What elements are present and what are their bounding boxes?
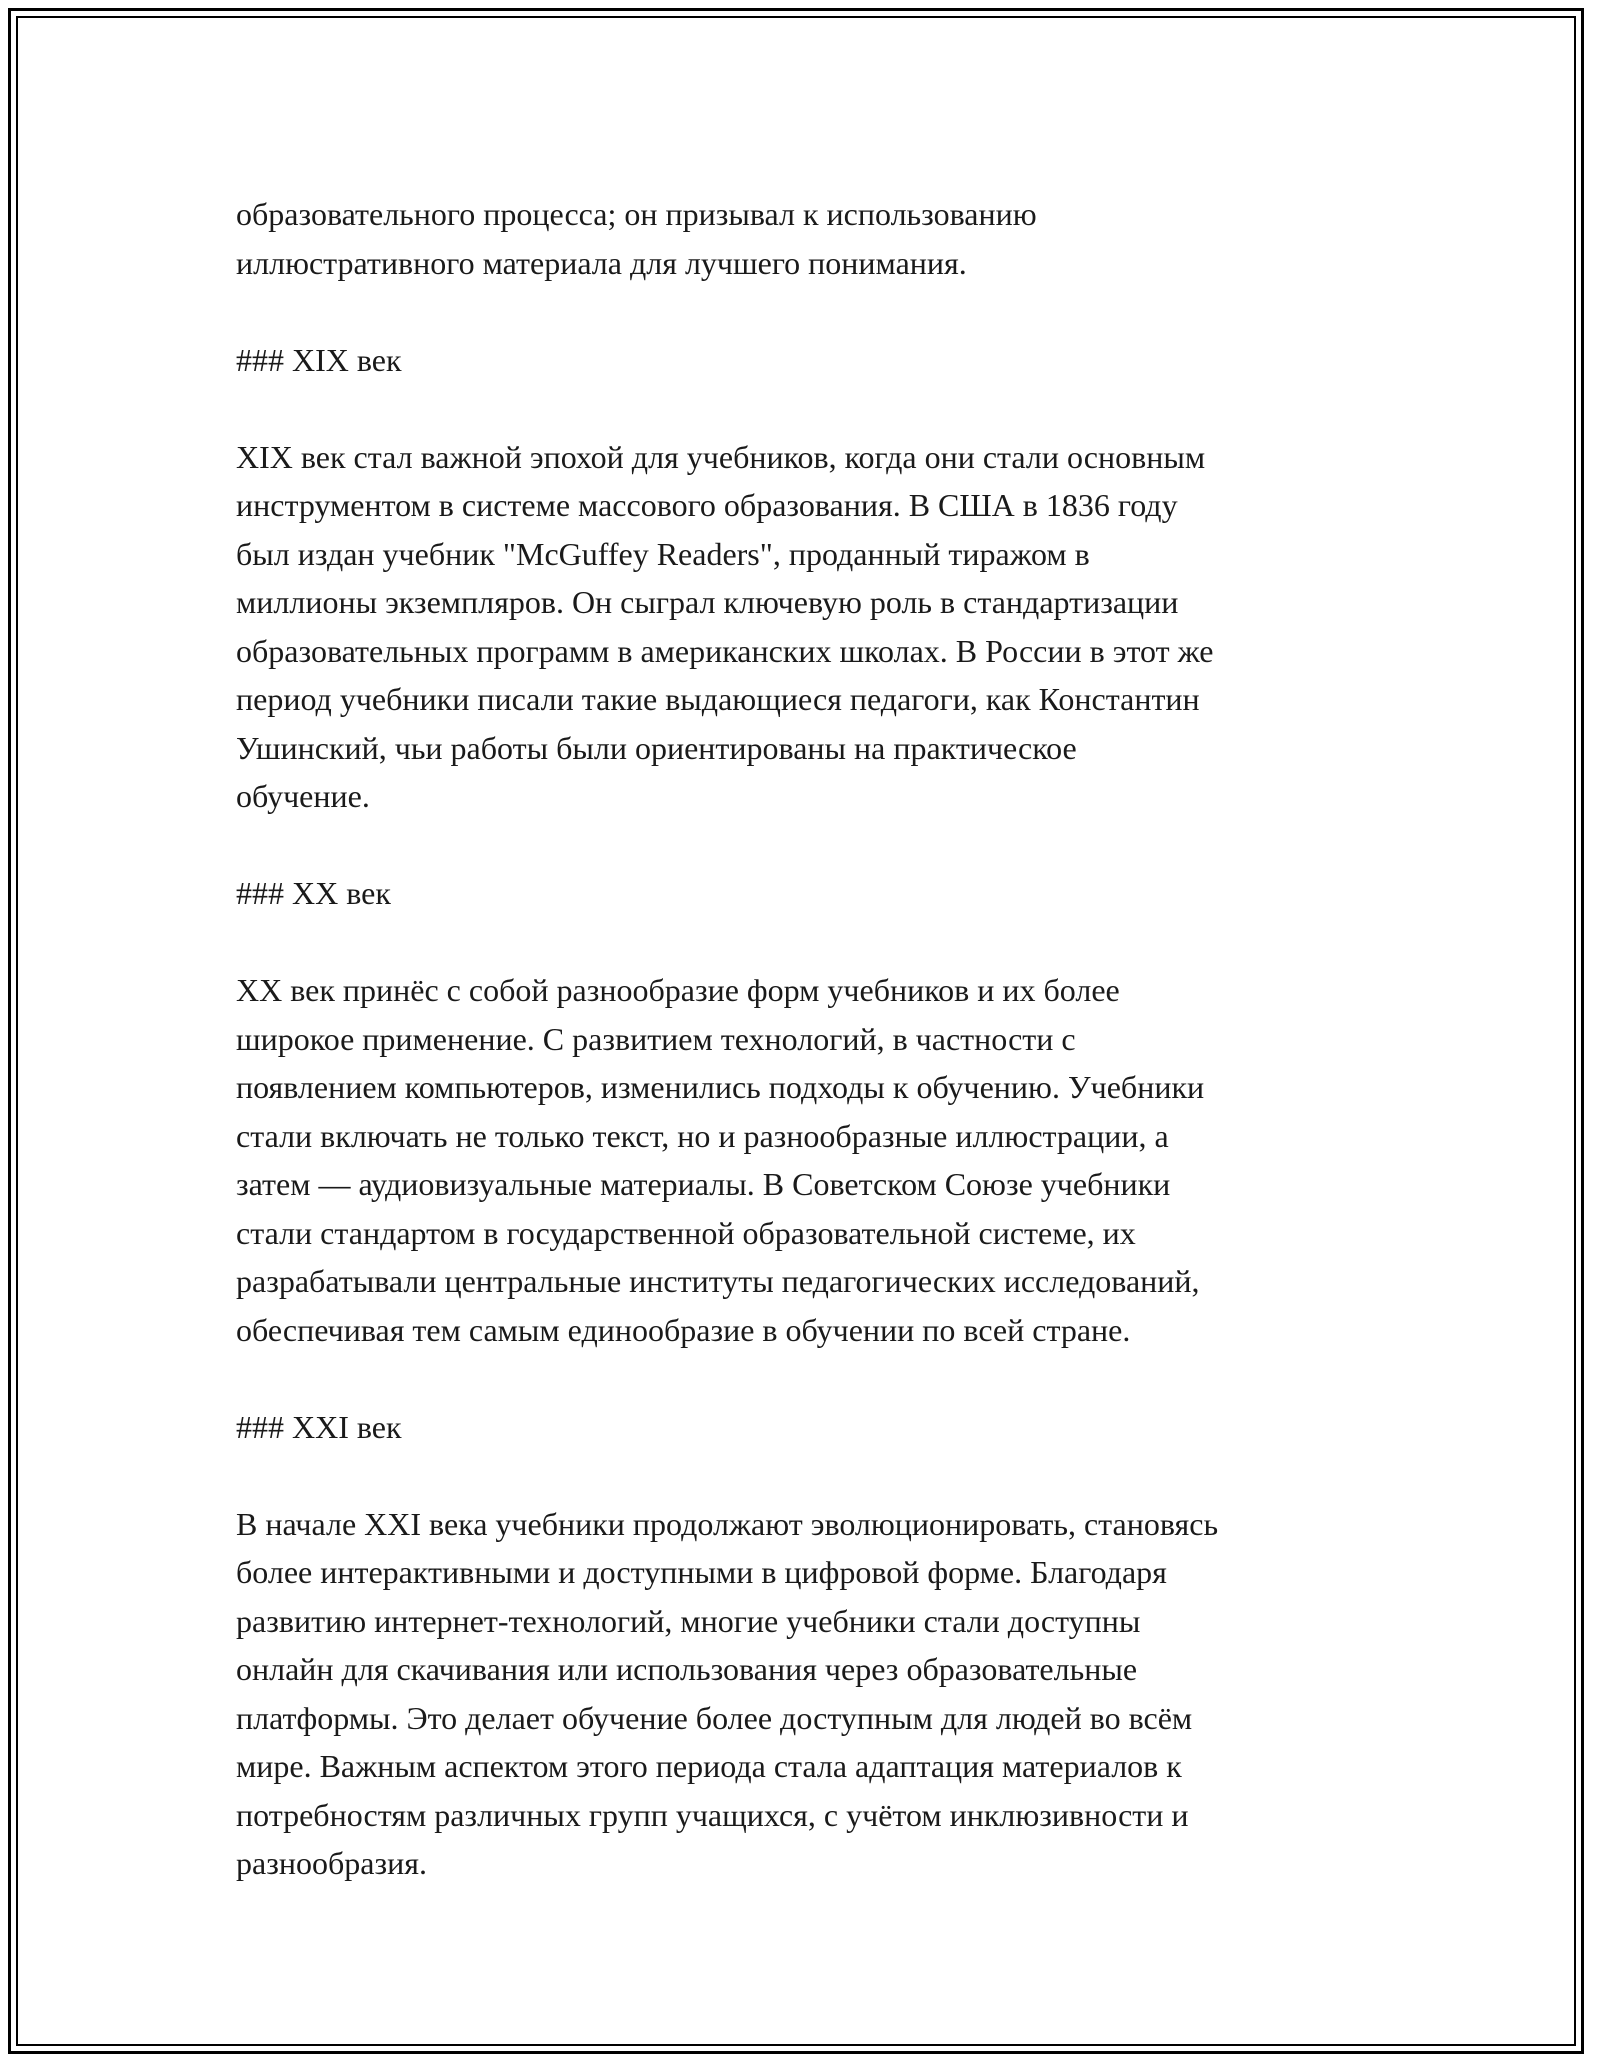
text-line: более интерактивными и доступными в цифровой форме. Благодаря <box>236 1554 1167 1590</box>
text-line: развитию интернет-технологий, многие учебники стали доступны <box>236 1602 1141 1639</box>
heading-xxi: ### XXI век <box>236 1408 402 1445</box>
text-line: обеспечивая тем самым единообразие в обучении по всей стране. <box>236 1311 1131 1348</box>
text-line: стали включать не только текст, но и разнообразные иллюстрации, а <box>236 1117 1169 1154</box>
text-line: Ушинский, чьи работы были ориентированы на практическое <box>236 729 1077 766</box>
text-line: образовательного процесса; он призывал к использованию <box>236 196 1037 232</box>
text-line: образовательных программ в американских школах. В России в этот же <box>236 632 1214 669</box>
text-line: инструментом в системе массового образования. В США в 1836 году <box>236 487 1178 523</box>
text-line: появлением компьютеров, изменились подходы к обучению. Учебники <box>236 1069 1205 1105</box>
text-line: потребностям различных групп учащихся, с учётом инклюзивности и <box>236 1796 1189 1833</box>
text-line: широкое применение. С развитием технологий, в частности с <box>236 1020 1076 1057</box>
paragraph-xxi <box>236 1500 1386 1888</box>
text-line: период учебники писали такие выдающиеся педагоги, как Константин <box>236 681 1200 717</box>
heading-xix: ### XIX век <box>236 341 402 378</box>
text-line: иллюстративного материала для лучшего понимания. <box>236 244 967 281</box>
text-line: XIX век стал важной эпохой для учебников, когда они стали основным <box>236 438 1206 475</box>
text-line: платформы. Это делает обучение более доступным для людей во всём <box>236 1699 1193 1736</box>
text-line: был издан учебник "McGuffey Readers", проданный тиражом в <box>236 535 1090 572</box>
text-line: разрабатывали центральные институты педагогических исследований, <box>236 1263 1200 1299</box>
text-line: обучение. <box>236 778 370 814</box>
text-line: мире. Важным аспектом этого периода стала адаптация материалов к <box>236 1748 1182 1784</box>
text-line: миллионы экземпляров. Он сыграл ключевую роль в стандартизации <box>236 584 1179 620</box>
text-line: XX век принёс с собой разнообразие форм учебников и их более <box>236 972 1120 1008</box>
text-line: разнообразия. <box>236 1845 427 1881</box>
text-line: онлайн для скачивания или использования через образовательные <box>236 1651 1138 1687</box>
paragraph-xx <box>236 966 1386 1354</box>
text-line: В начале XXI века учебники продолжают эволюционировать, становясь <box>236 1505 1219 1542</box>
intro-paragraph <box>236 190 1386 287</box>
paragraph-xix <box>236 433 1386 821</box>
document-body <box>236 190 1386 1936</box>
text-line: затем — аудиовизуальные материалы. В Советском Союзе учебники <box>236 1166 1171 1202</box>
heading-xx: ### XX век <box>236 875 391 911</box>
text-line: стали стандартом в государственной образовательной системе, их <box>236 1214 1136 1251</box>
